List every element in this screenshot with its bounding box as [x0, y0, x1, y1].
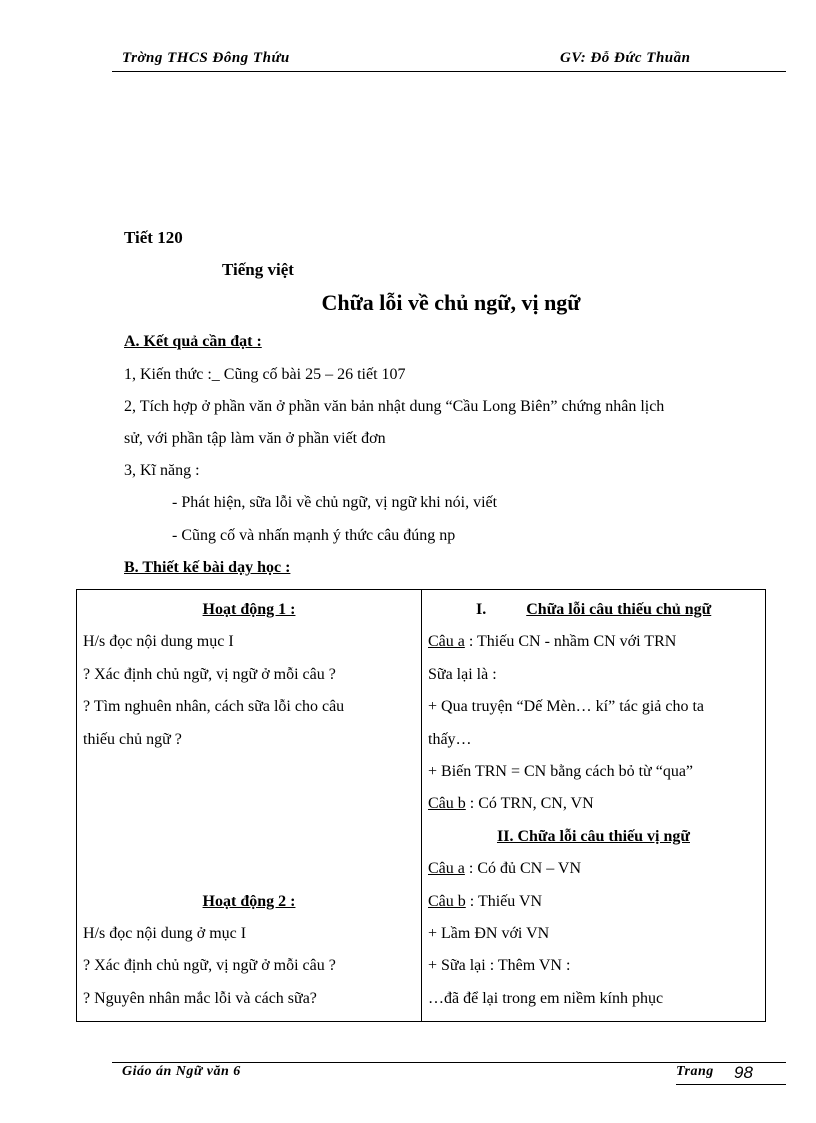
activity1-line: thiếu chủ ngữ ?	[83, 730, 182, 748]
activity1-line: ? Tìm nghuên nhân, cách sữa lỗi cho câu	[83, 698, 345, 716]
cau-b-label: Câu b	[428, 795, 466, 813]
footer-left: Giáo án Ngữ văn 6	[122, 1064, 241, 1079]
section2-line: + Lầm ĐN với VN	[428, 924, 550, 942]
header-teacher: GV: Đỗ Đức Thuần	[560, 50, 691, 66]
activity2-line: ? Nguyên nhân mắc lỗi và cách sữa?	[83, 989, 317, 1007]
section-a-item2-line1: 2, Tích hợp ở phần văn ở phần văn bản nhật dung “Cầu Long Biên” chứng nhân lịch	[124, 398, 665, 415]
lesson-title: Chữa lỗi về chủ ngữ, vị ngữ	[321, 290, 581, 315]
section2-line	[428, 853, 759, 885]
section1-line	[428, 626, 759, 658]
section1-number: I.	[476, 601, 487, 618]
section-a-item2-line2: sử, với phần tập làm văn ở phần viết đơn	[124, 430, 386, 447]
section1-heading	[428, 594, 759, 626]
content-column	[422, 590, 766, 1022]
lesson-period: Tiết 120	[124, 228, 183, 247]
cau-b-text: : Thiếu VN	[465, 892, 543, 910]
section-a-item1: 1, Kiến thức :_ Cũng cố bài 25 – 26 tiết 107	[124, 366, 406, 383]
cau-b-label: Câu b	[428, 892, 466, 910]
lesson-subject: Tiếng việt	[222, 260, 294, 279]
spacer	[83, 853, 415, 885]
activity1-line: H/s đọc nội dung mục I	[83, 633, 234, 651]
footer-rule	[112, 1062, 786, 1063]
header-rule	[112, 71, 786, 72]
section2-line	[428, 886, 759, 918]
section1-line	[428, 788, 759, 820]
section1-title: Chữa lỗi câu thiếu chủ ngữ	[526, 601, 712, 618]
activity1-heading: Hoạt động 1 :	[202, 601, 296, 618]
section2-line: + Sữa lại : Thêm VN :	[428, 957, 571, 975]
activity2-line: ? Xác định chủ ngữ, vị ngữ ở mỗi câu ?	[83, 957, 336, 975]
section2-line: …đã để lại trong em niềm kính phục	[428, 989, 664, 1007]
footer-page-number: 98	[734, 1063, 753, 1082]
activity2-heading: Hoạt động 2 :	[202, 892, 296, 910]
section1-line: thấy…	[428, 730, 472, 748]
section1-line: + Qua truyện “Dế Mèn… kí” tác giả cho ta	[428, 698, 705, 716]
section-a-sub2: - Cũng cố và nhấn mạnh ý thức câu đúng np	[172, 527, 456, 544]
footer-page-rule	[676, 1084, 786, 1085]
section2-heading	[428, 821, 759, 853]
footer-page-label: Trang	[676, 1064, 714, 1079]
activity1-line: ? Xác định chủ ngữ, vị ngữ ở mỗi câu ?	[83, 665, 336, 683]
section2-title: II. Chữa lỗi câu thiếu vị ngữ	[496, 827, 690, 845]
section-a-heading: A. Kết quả cần đạt :	[124, 333, 262, 350]
section1-line: + Biến TRN = CN bằng cách bỏ từ “qua”	[428, 762, 694, 780]
activity2-line: H/s đọc nội dung ở mục I	[83, 924, 247, 942]
cau-a-label: Câu a	[428, 633, 465, 651]
cau-a-label: Câu a	[428, 860, 465, 878]
lesson-plan-table	[76, 589, 766, 1022]
section-a-item3: 3, Kĩ năng :	[124, 462, 200, 479]
cau-a-text: : Có đủ CN – VN	[464, 860, 582, 878]
spacer	[83, 788, 415, 820]
section-b-heading: B. Thiết kế bài dạy học :	[124, 559, 291, 576]
activities-column	[77, 590, 422, 1022]
cau-b-text: : Có TRN, CN, VN	[465, 795, 594, 813]
cau-a-text: : Thiếu CN - nhầm CN với TRN	[464, 633, 677, 651]
spacer	[83, 821, 415, 853]
spacer	[83, 756, 415, 788]
header-school: Trờng THCS Đông Thứu	[122, 50, 290, 66]
section1-line: Sữa lại là :	[428, 665, 497, 683]
section-a-sub1: - Phát hiện, sữa lỗi về chủ ngữ, vị ngữ khi nói, viết	[172, 494, 498, 511]
